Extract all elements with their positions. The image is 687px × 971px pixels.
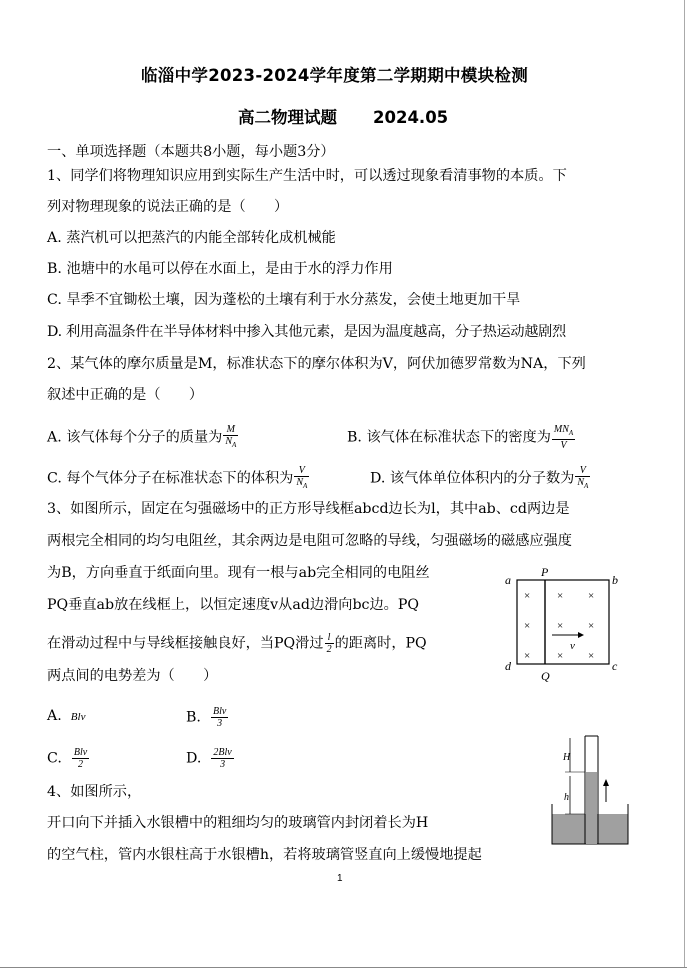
q3-option-c-label: C. (47, 750, 62, 767)
fraction-denominator: 3 (211, 758, 233, 770)
q4-line2: 开口向下并插入水银槽中的粗细均匀的玻璃管内封闭着长为H (47, 815, 429, 831)
label-p: P (541, 565, 549, 579)
fraction-v-over-na (294, 465, 309, 492)
q1-stem-line2: 列对物理现象的说法正确的是（ ） (47, 199, 289, 215)
velocity-arrow-head (578, 632, 584, 638)
label-a: a (505, 573, 511, 587)
fraction-denominator: 2 (326, 644, 332, 655)
page-edge-bottom (0, 967, 687, 968)
fraction-mna-over-v (552, 424, 575, 451)
q3-line4: PQ垂直ab放在线框上，以恒定速度v从ad边滑向bc边。PQ (47, 597, 420, 613)
q1-option-c: C. 旱季不宜锄松土壤，因为蓬松的土壤有利于水分蒸发，会使土地更加干旱 (47, 292, 521, 308)
q2-option-a (47, 424, 239, 451)
q1-option-d: D. 利用高温条件在半导体材料中掺入其他元素，是因为温度越高，分子热运动越剧烈 (47, 324, 566, 340)
q3-line1: 3、如图所示，固定在匀强磁场中的正方形导线框abcd边长为l，其中ab、cd两边是 (47, 501, 570, 517)
q3-option-d (186, 747, 235, 770)
q3-option-b-label: B. (186, 709, 201, 726)
fraction-blv-over-3 (211, 706, 228, 729)
label-b: b (612, 573, 618, 587)
q1-stem-line1: 1、同学们将物理知识应用到实际生产生活中时，可以透过现象看清事物的本质。下 (47, 168, 567, 184)
cross-mark: × (524, 590, 531, 602)
cross-mark: × (557, 620, 564, 632)
label-h: h (564, 792, 569, 803)
q3-option-a-label: A. (47, 708, 62, 724)
q4-line1: 4、如图所示， (47, 784, 142, 800)
q3-option-c (47, 747, 90, 770)
subscript-a: A (584, 482, 589, 490)
q3-line2: 两根完全相同的均匀电阻丝，其余两边是电阻可忽略的导线，匀强磁场的磁感应强度 (47, 533, 572, 549)
magnetic-field-crosses (524, 590, 594, 662)
fraction-denominator: 2 (72, 758, 89, 770)
subscript-a: A (303, 482, 308, 490)
q3-option-a-expr: Blv (70, 711, 86, 723)
cross-mark: × (588, 620, 595, 632)
exam-title: 临淄中学2023-2024学年度第二学期期中模块检测 (141, 66, 528, 85)
mercury-column (586, 772, 597, 844)
section-heading: 一、单项选择题（本题共8小题，每小题3分） (47, 144, 335, 160)
cross-mark: × (524, 650, 531, 662)
q3-frame-diagram (500, 563, 630, 683)
fraction-denominator: N (225, 436, 233, 447)
fraction-denominator: N (296, 477, 304, 488)
q3-option-d-label: D. (186, 750, 202, 767)
q3-line3: 为B，方向垂直于纸面向里。现有一根与ab完全相同的电阻丝 (47, 565, 430, 581)
fraction-numerator: l (327, 632, 331, 643)
q2-option-b (347, 424, 576, 451)
subscript-a: A (568, 429, 574, 437)
fraction-denominator: 3 (211, 717, 228, 729)
label-v: v (570, 640, 575, 652)
q2-stem-line1: 2、某气体的摩尔质量是M，标准状态下的摩尔体积为V，阿伏加德罗常数为NA，下列 (47, 356, 586, 372)
exam-subtitle (238, 104, 448, 128)
fraction-numerator: 2Blv (213, 747, 232, 758)
fraction-denominator: N (577, 477, 584, 488)
lift-arrow-head (603, 779, 609, 786)
fraction-2blv-over-3 (211, 747, 233, 770)
fraction-numerator: MN (553, 424, 569, 435)
q4-line3: 的空气柱，管内水银柱高于水银槽h，若将玻璃管竖直向上缓慢地提起 (47, 847, 482, 863)
fraction-v-over-na (575, 465, 590, 492)
subject-title: 高二物理试题 (238, 108, 337, 127)
exam-date: 2024.05 (373, 108, 449, 127)
fraction-m-over-na (223, 424, 238, 451)
cross-mark: × (524, 620, 531, 632)
q2-option-d (370, 465, 591, 492)
q2-option-a-text: A. 该气体每个分子的质量为 (47, 429, 223, 446)
fraction-numerator: V (298, 465, 305, 476)
q2-option-c-text: C. 每个气体分子在标准状态下的体积为 (47, 470, 294, 487)
fraction-blv-over-2 (72, 747, 89, 770)
fraction-numerator: Blv (73, 747, 88, 758)
label-H: H (563, 752, 571, 763)
q3-line6: 两点间的电势差为（ ） (47, 668, 218, 684)
q2-stem-line2: 叙述中正确的是（ ） (47, 387, 204, 403)
cross-mark: × (557, 590, 564, 602)
q2-option-d-text: D. 该气体单位体积内的分子数为 (370, 470, 575, 487)
page-edge-right (684, 0, 685, 968)
q3-line5-text-b: 的距离时，PQ (334, 635, 427, 652)
fraction-numerator: Blv (212, 706, 227, 717)
label-c: c (612, 659, 618, 673)
q2-option-c (47, 465, 310, 492)
cross-mark: × (557, 650, 564, 662)
q2-option-b-text: B. 该气体在标准状态下的密度为 (347, 429, 551, 446)
fraction-numerator: V (579, 465, 586, 476)
cross-mark: × (588, 650, 595, 662)
fraction-numerator: M (226, 424, 235, 435)
q1-option-a: A. 蒸汽机可以把蒸汽的内能全部转化成机械能 (47, 230, 336, 246)
q3-line5 (47, 632, 427, 655)
label-d: d (505, 659, 511, 673)
q4-tube-diagram (548, 732, 633, 850)
q3-option-a (47, 706, 85, 727)
page-number: 1 (337, 873, 343, 884)
q3-option-b (186, 706, 229, 729)
subscript-a: A (232, 441, 237, 449)
fraction-l-over-2 (325, 632, 334, 655)
q3-line5-text-a: 在滑动过程中与导线框接触良好，当PQ滑过 (47, 635, 324, 652)
cross-mark: × (588, 590, 595, 602)
q1-option-b: B. 池塘中的水黾可以停在水面上，是由于水的浮力作用 (47, 261, 393, 277)
label-q: Q (541, 669, 550, 683)
fraction-denominator: V (552, 439, 575, 451)
